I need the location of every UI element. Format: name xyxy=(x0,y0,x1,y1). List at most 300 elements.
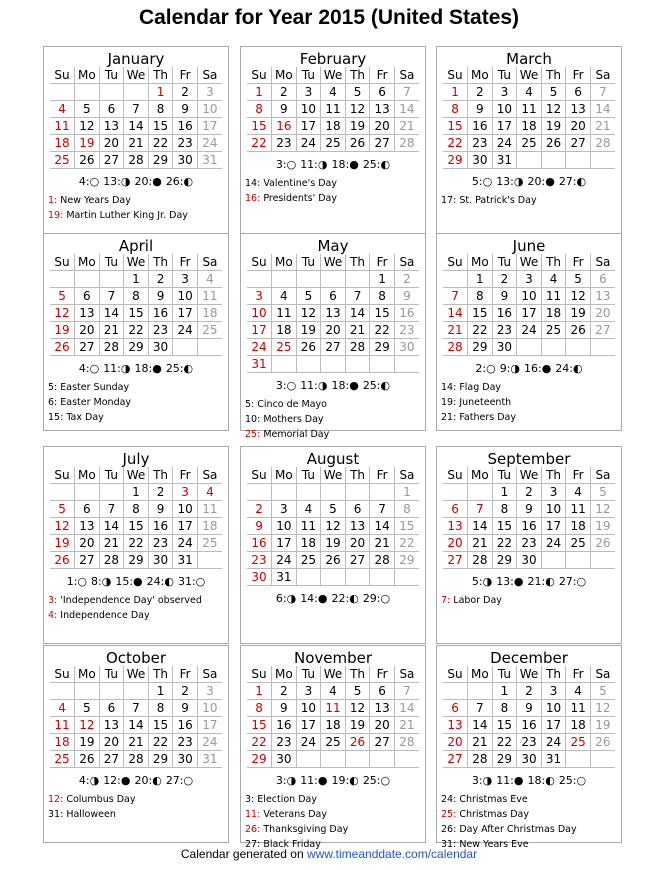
day-cell: 2 xyxy=(394,271,419,288)
holiday-item xyxy=(48,380,226,395)
day-cell: 28 xyxy=(370,552,395,569)
holiday-item xyxy=(48,395,226,410)
day-cell: 20 xyxy=(370,118,395,135)
holiday-name: Columbus Day xyxy=(63,794,136,805)
empty-cell xyxy=(321,271,346,288)
day-cell: 15 xyxy=(492,518,517,535)
day-cell: 13 xyxy=(566,101,591,118)
day-cell: 30 xyxy=(517,751,542,768)
moon-phase: 20:◐ xyxy=(134,774,162,787)
day-cell: 9 xyxy=(272,101,297,118)
day-cell: 25 xyxy=(197,535,222,552)
empty-cell xyxy=(296,356,321,373)
day-cell: 16 xyxy=(148,518,173,535)
holiday-date: 14: xyxy=(441,382,457,393)
day-cell: 26 xyxy=(50,552,75,569)
weekday-header: We xyxy=(321,666,346,683)
empty-cell xyxy=(197,552,222,569)
holiday-item xyxy=(48,410,226,425)
month-april xyxy=(43,233,229,431)
holiday-item xyxy=(48,608,226,623)
month-july xyxy=(43,446,229,644)
day-cell: 31 xyxy=(197,751,222,768)
day-cell: 23 xyxy=(173,135,198,152)
day-cell: 4 xyxy=(50,101,75,118)
day-cell: 24 xyxy=(197,135,222,152)
day-cell: 19 xyxy=(566,305,591,322)
day-cell: 22 xyxy=(247,734,272,751)
day-cell: 24 xyxy=(296,135,321,152)
moon-phase: 18:● xyxy=(134,362,162,375)
day-cell: 1 xyxy=(492,484,517,501)
holiday-list xyxy=(245,176,423,206)
day-cell: 27 xyxy=(370,135,395,152)
weekday-header: Su xyxy=(247,467,272,484)
empty-cell xyxy=(566,751,591,768)
day-cell: 9 xyxy=(394,288,419,305)
day-cell: 17 xyxy=(247,322,272,339)
empty-cell xyxy=(296,484,321,501)
day-cell: 29 xyxy=(443,152,468,169)
day-cell: 17 xyxy=(197,118,222,135)
weekday-header: Su xyxy=(443,67,468,84)
holiday-date: 21: xyxy=(441,412,457,423)
weekday-header: Th xyxy=(345,467,370,484)
weekday-header: Sa xyxy=(394,666,419,683)
holiday-name: 'Independence Day' observed xyxy=(57,595,202,606)
month-name: January xyxy=(107,50,165,68)
day-cell: 6 xyxy=(99,700,124,717)
holiday-date: 19: xyxy=(441,397,457,408)
day-cell: 18 xyxy=(517,118,542,135)
holiday-date: 25: xyxy=(441,809,457,820)
day-cell: 20 xyxy=(99,135,124,152)
day-cell: 12 xyxy=(75,118,100,135)
month-february xyxy=(240,46,426,244)
weekday-header: Mo xyxy=(272,67,297,84)
day-cell: 4 xyxy=(272,288,297,305)
moon-phases xyxy=(437,774,621,787)
day-cell: 2 xyxy=(173,84,198,101)
day-cell: 4 xyxy=(197,484,222,501)
footer xyxy=(0,847,658,861)
month-name: June xyxy=(512,237,546,255)
footer-link[interactable]: www.timeanddate.com/calendar xyxy=(307,847,478,861)
day-cell: 6 xyxy=(99,101,124,118)
day-cell: 26 xyxy=(345,135,370,152)
holiday-date: 26: xyxy=(245,824,261,835)
day-cell: 28 xyxy=(443,339,468,356)
weekday-header: Mo xyxy=(272,467,297,484)
holiday-list xyxy=(441,380,619,425)
day-cell: 21 xyxy=(443,322,468,339)
day-cell: 16 xyxy=(173,118,198,135)
day-cell: 8 xyxy=(394,501,419,518)
weekday-header: Sa xyxy=(197,467,222,484)
moon-phases xyxy=(437,575,621,588)
day-cell: 3 xyxy=(173,484,198,501)
weekday-header: Mo xyxy=(468,254,493,271)
day-cell: 1 xyxy=(148,683,173,700)
moon-phases xyxy=(44,362,228,375)
day-cell: 7 xyxy=(370,501,395,518)
holiday-date: 6: xyxy=(48,397,58,408)
day-cell: 5 xyxy=(590,683,615,700)
moon-phase: 26:◐ xyxy=(165,175,194,188)
day-cell: 10 xyxy=(247,305,272,322)
day-grid xyxy=(247,467,419,586)
day-cell: 1 xyxy=(492,683,517,700)
empty-cell xyxy=(99,683,124,700)
empty-cell xyxy=(247,484,272,501)
day-cell: 12 xyxy=(345,700,370,717)
day-cell: 5 xyxy=(590,484,615,501)
day-cell: 2 xyxy=(517,683,542,700)
moon-phase: 25:◐ xyxy=(165,362,194,375)
day-cell: 11 xyxy=(272,305,297,322)
weekday-header: Sa xyxy=(394,67,419,84)
day-grid xyxy=(443,467,615,569)
day-cell: 30 xyxy=(468,152,493,169)
day-cell: 24 xyxy=(197,734,222,751)
holiday-name: Cinco de Mayo xyxy=(254,399,327,410)
day-cell: 24 xyxy=(492,135,517,152)
day-cell: 24 xyxy=(296,734,321,751)
holiday-item xyxy=(441,593,619,608)
weekday-header: Su xyxy=(247,666,272,683)
day-cell: 18 xyxy=(566,717,591,734)
day-cell: 28 xyxy=(468,751,493,768)
day-cell: 30 xyxy=(148,552,173,569)
day-cell: 17 xyxy=(492,118,517,135)
day-cell: 9 xyxy=(468,101,493,118)
moon-phases xyxy=(44,575,228,588)
day-cell: 24 xyxy=(173,322,198,339)
day-cell: 31 xyxy=(197,152,222,169)
day-cell: 20 xyxy=(566,118,591,135)
day-cell: 21 xyxy=(345,322,370,339)
day-cell: 31 xyxy=(492,152,517,169)
empty-cell xyxy=(370,569,395,586)
holiday-date: 1: xyxy=(48,195,58,206)
day-cell: 16 xyxy=(247,535,272,552)
day-cell: 21 xyxy=(124,135,149,152)
day-cell: 16 xyxy=(394,305,419,322)
weekday-header: Su xyxy=(443,254,468,271)
empty-cell xyxy=(321,569,346,586)
day-cell: 27 xyxy=(443,751,468,768)
day-cell: 22 xyxy=(148,734,173,751)
day-cell: 1 xyxy=(468,271,493,288)
moon-phase: 13:● xyxy=(496,575,524,588)
day-cell: 24 xyxy=(247,339,272,356)
weekday-header: Th xyxy=(148,67,173,84)
holiday-item xyxy=(48,593,226,608)
weekday-header: Sa xyxy=(394,467,419,484)
day-cell: 13 xyxy=(443,717,468,734)
moon-phase: 9:◑ xyxy=(499,362,520,375)
day-cell: 4 xyxy=(321,84,346,101)
holiday-name: Martin Luther King Jr. Day xyxy=(63,210,188,221)
month-name: December xyxy=(490,649,568,667)
day-cell: 17 xyxy=(296,717,321,734)
empty-cell xyxy=(296,569,321,586)
day-cell: 3 xyxy=(541,484,566,501)
day-cell: 14 xyxy=(394,101,419,118)
moon-phase: 27:○ xyxy=(165,774,194,787)
day-cell: 19 xyxy=(590,717,615,734)
day-cell: 7 xyxy=(394,84,419,101)
day-grid xyxy=(247,254,419,373)
moon-phase: 27:○ xyxy=(558,575,587,588)
day-cell: 22 xyxy=(370,322,395,339)
weekday-header: Fr xyxy=(566,467,591,484)
day-cell: 26 xyxy=(590,734,615,751)
day-cell: 29 xyxy=(492,552,517,569)
empty-cell xyxy=(99,84,124,101)
moon-phase: 11:◑ xyxy=(300,158,328,171)
moon-phases xyxy=(437,362,621,375)
moon-phase: 25:◐ xyxy=(362,379,391,392)
day-cell: 14 xyxy=(590,101,615,118)
moon-phase: 11:● xyxy=(496,774,524,787)
day-cell: 14 xyxy=(99,518,124,535)
day-cell: 26 xyxy=(296,339,321,356)
day-cell: 2 xyxy=(173,683,198,700)
day-cell: 19 xyxy=(590,518,615,535)
moon-phases xyxy=(241,158,425,171)
month-october xyxy=(43,645,229,843)
weekday-header: Su xyxy=(247,67,272,84)
day-cell: 12 xyxy=(345,101,370,118)
day-cell: 18 xyxy=(296,535,321,552)
holiday-name: New Years Day xyxy=(57,195,131,206)
month-name: March xyxy=(506,50,552,68)
day-cell: 29 xyxy=(468,339,493,356)
weekday-header: We xyxy=(321,67,346,84)
day-cell: 21 xyxy=(370,535,395,552)
moon-phase: 24:◐ xyxy=(555,362,583,375)
weekday-header: Su xyxy=(50,67,75,84)
day-cell: 2 xyxy=(468,84,493,101)
weekday-header: Tu xyxy=(99,67,124,84)
day-cell: 23 xyxy=(394,322,419,339)
empty-cell xyxy=(394,356,419,373)
day-cell: 14 xyxy=(394,700,419,717)
day-cell: 3 xyxy=(247,288,272,305)
day-cell: 7 xyxy=(394,683,419,700)
holiday-name: Day After Christmas Day xyxy=(456,824,577,835)
day-cell: 28 xyxy=(590,135,615,152)
day-cell: 30 xyxy=(517,552,542,569)
empty-cell xyxy=(443,271,468,288)
day-cell: 14 xyxy=(468,518,493,535)
empty-cell xyxy=(541,152,566,169)
day-cell: 17 xyxy=(541,518,566,535)
empty-cell xyxy=(370,484,395,501)
day-grid xyxy=(50,67,222,169)
day-cell: 11 xyxy=(50,118,75,135)
day-cell: 14 xyxy=(99,305,124,322)
holiday-date: 10: xyxy=(245,414,261,425)
day-cell: 11 xyxy=(566,700,591,717)
holiday-name: Labor Day xyxy=(450,595,502,606)
moon-phase: 18:◐ xyxy=(527,774,555,787)
empty-cell xyxy=(272,271,297,288)
month-name: July xyxy=(122,450,150,468)
moon-phase: 25:○ xyxy=(362,774,391,787)
day-cell: 4 xyxy=(197,271,222,288)
day-cell: 14 xyxy=(124,118,149,135)
month-august xyxy=(240,446,426,644)
day-cell: 15 xyxy=(443,118,468,135)
empty-cell xyxy=(124,84,149,101)
day-cell: 5 xyxy=(50,501,75,518)
empty-cell xyxy=(345,751,370,768)
day-cell: 17 xyxy=(517,305,542,322)
holiday-name: Thanksgiving Day xyxy=(260,824,349,835)
moon-phase: 4:○ xyxy=(78,175,100,188)
weekday-header: We xyxy=(124,467,149,484)
weekday-header: Mo xyxy=(75,67,100,84)
day-cell: 27 xyxy=(321,339,346,356)
day-cell: 30 xyxy=(173,152,198,169)
day-cell: 12 xyxy=(50,305,75,322)
holiday-date: 31: xyxy=(48,809,64,820)
day-cell: 7 xyxy=(345,288,370,305)
weekday-header: We xyxy=(517,67,542,84)
holiday-name: St. Patrick's Day xyxy=(456,195,537,206)
day-cell: 13 xyxy=(99,118,124,135)
day-cell: 26 xyxy=(590,535,615,552)
day-cell: 13 xyxy=(370,101,395,118)
day-cell: 29 xyxy=(394,552,419,569)
day-cell: 18 xyxy=(566,518,591,535)
day-cell: 31 xyxy=(272,569,297,586)
day-cell: 28 xyxy=(99,552,124,569)
moon-phase: 25:◐ xyxy=(362,158,391,171)
weekday-header: Sa xyxy=(197,67,222,84)
day-cell: 11 xyxy=(541,288,566,305)
holiday-name: Memorial Day xyxy=(260,429,330,440)
day-cell: 18 xyxy=(272,322,297,339)
holiday-name: Black Friday xyxy=(260,839,321,850)
day-cell: 21 xyxy=(99,535,124,552)
holiday-list xyxy=(441,593,619,608)
day-cell: 16 xyxy=(517,717,542,734)
day-cell: 2 xyxy=(517,484,542,501)
holiday-name: Fathers Day xyxy=(456,412,516,423)
day-cell: 20 xyxy=(321,322,346,339)
day-cell: 5 xyxy=(541,84,566,101)
day-cell: 8 xyxy=(370,288,395,305)
empty-cell xyxy=(541,552,566,569)
month-june xyxy=(436,233,622,431)
day-cell: 18 xyxy=(50,135,75,152)
day-cell: 10 xyxy=(197,101,222,118)
day-cell: 9 xyxy=(492,288,517,305)
day-grid xyxy=(50,254,222,356)
day-cell: 11 xyxy=(321,700,346,717)
moon-phases xyxy=(44,774,228,787)
day-cell: 19 xyxy=(75,734,100,751)
moon-phase: 21:◐ xyxy=(527,575,555,588)
holiday-list xyxy=(245,397,423,442)
day-cell: 28 xyxy=(124,152,149,169)
holiday-item xyxy=(48,208,226,223)
day-cell: 27 xyxy=(75,552,100,569)
holiday-list xyxy=(48,193,226,223)
month-name: November xyxy=(293,649,373,667)
moon-phase: 8:◑ xyxy=(91,575,112,588)
day-cell: 6 xyxy=(75,288,100,305)
moon-phase: 19:◐ xyxy=(331,774,359,787)
day-cell: 5 xyxy=(566,271,591,288)
moon-phases xyxy=(241,379,425,392)
moon-phase: 5:◑ xyxy=(471,575,493,588)
weekday-header: We xyxy=(124,254,149,271)
moon-phase: 16:● xyxy=(524,362,552,375)
day-cell: 23 xyxy=(148,322,173,339)
empty-cell xyxy=(345,569,370,586)
day-cell: 23 xyxy=(517,734,542,751)
day-cell: 12 xyxy=(566,288,591,305)
month-march xyxy=(436,46,622,244)
weekday-header: Tu xyxy=(99,254,124,271)
day-cell: 19 xyxy=(296,322,321,339)
holiday-name: Christmas Day xyxy=(456,809,529,820)
holiday-list xyxy=(441,792,619,852)
empty-cell xyxy=(50,484,75,501)
day-cell: 5 xyxy=(75,700,100,717)
weekday-header: Sa xyxy=(197,666,222,683)
empty-cell xyxy=(50,84,75,101)
holiday-name: Presidents' Day xyxy=(260,193,337,204)
day-cell: 7 xyxy=(99,288,124,305)
day-cell: 18 xyxy=(541,305,566,322)
day-cell: 3 xyxy=(296,84,321,101)
day-grid xyxy=(443,67,615,169)
moon-phase: 11:● xyxy=(300,774,328,787)
day-cell: 1 xyxy=(124,484,149,501)
day-cell: 12 xyxy=(541,101,566,118)
weekday-header: Mo xyxy=(75,467,100,484)
weekday-header: Fr xyxy=(566,254,591,271)
empty-cell xyxy=(247,271,272,288)
holiday-list xyxy=(441,193,619,208)
day-cell: 13 xyxy=(370,700,395,717)
weekday-header: We xyxy=(321,467,346,484)
day-cell: 20 xyxy=(345,535,370,552)
day-cell: 22 xyxy=(492,734,517,751)
moon-phase: 27:◐ xyxy=(558,175,587,188)
weekday-header: Th xyxy=(345,254,370,271)
holiday-date: 24: xyxy=(441,794,457,805)
day-cell: 19 xyxy=(345,717,370,734)
moon-phase: 6:◑ xyxy=(275,592,297,605)
day-cell: 7 xyxy=(468,501,493,518)
empty-cell xyxy=(566,152,591,169)
day-cell: 21 xyxy=(468,734,493,751)
weekday-header: Th xyxy=(541,67,566,84)
day-cell: 3 xyxy=(197,84,222,101)
empty-cell xyxy=(443,484,468,501)
day-cell: 30 xyxy=(394,339,419,356)
day-cell: 7 xyxy=(468,700,493,717)
empty-cell xyxy=(272,484,297,501)
day-cell: 4 xyxy=(517,84,542,101)
day-cell: 17 xyxy=(296,118,321,135)
